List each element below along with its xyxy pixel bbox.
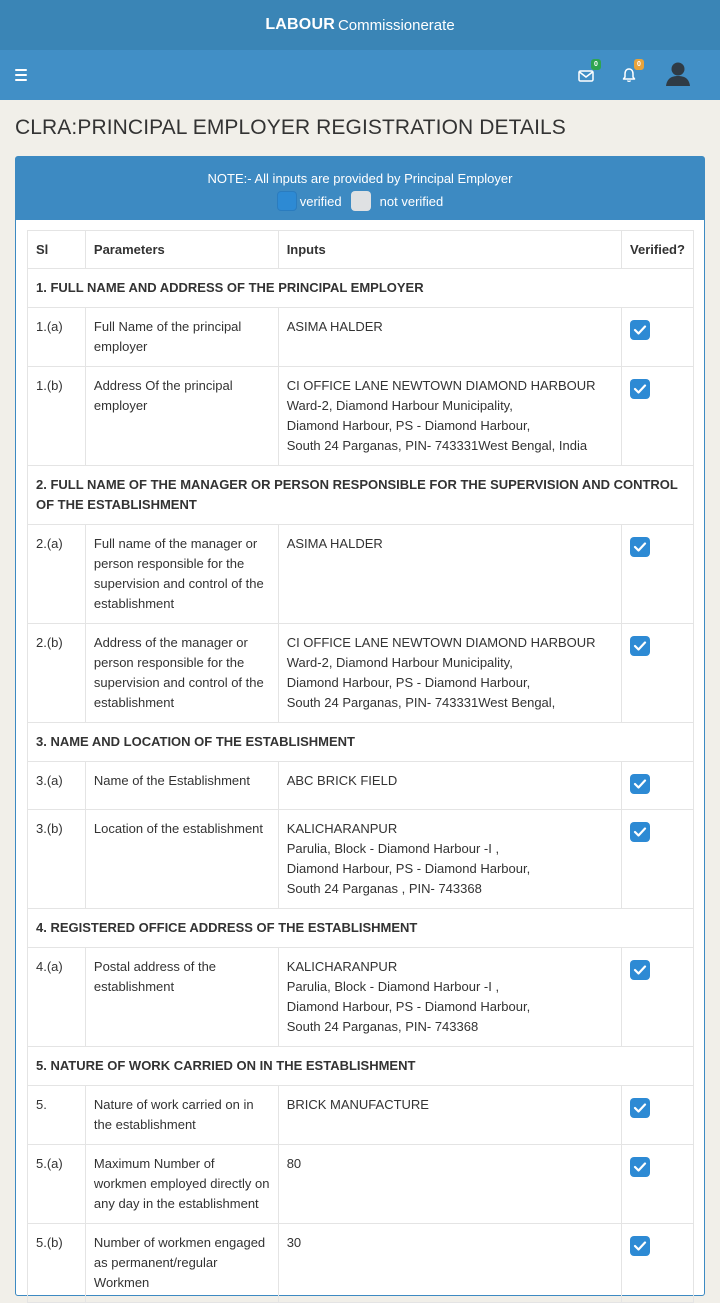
table-row bbox=[28, 367, 694, 466]
row-input bbox=[278, 1224, 621, 1303]
table-header-row bbox=[28, 231, 694, 269]
row-sl: 2.(b) bbox=[28, 624, 86, 723]
check-icon bbox=[633, 1102, 647, 1114]
check-icon bbox=[633, 383, 647, 395]
check-icon bbox=[633, 640, 647, 652]
header-sl: Sl bbox=[28, 231, 86, 269]
page-title: CLRA:PRINCIPAL EMPLOYER REGISTRATION DETAILS bbox=[15, 116, 566, 139]
input-line: ASIMA HALDER bbox=[286, 319, 383, 334]
mail-button[interactable] bbox=[576, 61, 598, 86]
verified-checkbox[interactable] bbox=[630, 1236, 650, 1256]
table-row bbox=[28, 1086, 694, 1145]
header-verified: Verified? bbox=[622, 231, 694, 269]
row-sl: 4.(a) bbox=[28, 948, 86, 1047]
brand-title-rest: Commissionerate bbox=[337, 16, 455, 34]
input-line: CI OFFICE LANE NEWTOWN DIAMOND HARBOUR bbox=[286, 378, 596, 393]
row-input bbox=[278, 367, 621, 466]
input-line: KALICHARANPUR bbox=[286, 821, 398, 836]
input-line: ABC BRICK FIELD bbox=[286, 773, 398, 788]
verified-checkbox[interactable] bbox=[630, 379, 650, 399]
input-line: Parulia, Block - Diamond Harbour -I , bbox=[286, 841, 500, 856]
table-row bbox=[28, 624, 694, 723]
row-verified bbox=[622, 308, 694, 367]
input-line: South 24 Parganas , PIN- 743368 bbox=[286, 881, 482, 896]
row-input bbox=[278, 762, 621, 810]
verified-checkbox[interactable] bbox=[630, 822, 650, 842]
section-row bbox=[28, 909, 694, 948]
input-line: South 24 Parganas, PIN- 743331West Bengal, bbox=[286, 695, 556, 710]
table-row bbox=[28, 948, 694, 1047]
user-avatar-icon[interactable] bbox=[664, 59, 692, 87]
not-verified-legend-box bbox=[351, 191, 371, 211]
row-input bbox=[278, 1086, 621, 1145]
input-line: Ward-2, Diamond Harbour Municipality, bbox=[286, 655, 513, 670]
row-sl: 3.(b) bbox=[28, 810, 86, 909]
check-icon bbox=[633, 1240, 647, 1252]
menu-icon[interactable] bbox=[15, 69, 27, 81]
row-parameter: Full Name of the principal employer bbox=[85, 308, 278, 367]
section-heading: 2. FULL NAME OF THE MANAGER OR PERSON RESPONSIBLE FOR THE SUPERVISION AND CONTROL OF THE ESTABLISHMENT bbox=[28, 466, 694, 525]
header-parameters: Parameters bbox=[85, 231, 278, 269]
check-icon bbox=[633, 964, 647, 976]
row-parameter: Address of the manager or person responsible for the supervision and control of the establishment bbox=[85, 624, 278, 723]
verified-checkbox[interactable] bbox=[630, 636, 650, 656]
row-sl: 1.(a) bbox=[28, 308, 86, 367]
verified-checkbox[interactable] bbox=[630, 960, 650, 980]
input-line: Diamond Harbour, PS - Diamond Harbour, bbox=[286, 418, 531, 433]
row-parameter: Location of the establishment bbox=[85, 810, 278, 909]
verified-checkbox[interactable] bbox=[630, 1098, 650, 1118]
row-input bbox=[278, 525, 621, 624]
row-input bbox=[278, 810, 621, 909]
row-verified bbox=[622, 810, 694, 909]
brand-title-strong: LABOUR bbox=[265, 16, 335, 33]
table-row bbox=[28, 1224, 694, 1303]
section-heading: 3. NAME AND LOCATION OF THE ESTABLISHMENT bbox=[28, 723, 694, 762]
table-row bbox=[28, 1145, 694, 1224]
row-parameter: Address Of the principal employer bbox=[85, 367, 278, 466]
row-parameter: Postal address of the establishment bbox=[85, 948, 278, 1047]
row-verified bbox=[622, 367, 694, 466]
verification-legend bbox=[16, 191, 704, 211]
registration-details-table bbox=[27, 230, 694, 1303]
section-heading: 5. NATURE OF WORK CARRIED ON IN THE ESTABLISHMENT bbox=[28, 1047, 694, 1086]
verified-checkbox[interactable] bbox=[630, 320, 650, 340]
section-row bbox=[28, 1047, 694, 1086]
row-verified bbox=[622, 1224, 694, 1303]
verified-legend-box bbox=[277, 191, 297, 211]
row-parameter: Number of workmen engaged as permanent/regular Workmen bbox=[85, 1224, 278, 1303]
row-sl: 3.(a) bbox=[28, 762, 86, 810]
input-line: 30 bbox=[286, 1235, 302, 1250]
section-row bbox=[28, 466, 694, 525]
input-line: CI OFFICE LANE NEWTOWN DIAMOND HARBOUR bbox=[286, 635, 596, 650]
row-input bbox=[278, 1145, 621, 1224]
verified-legend-label: verified bbox=[299, 193, 342, 209]
input-line: ASIMA HALDER bbox=[286, 536, 383, 551]
input-line: South 24 Parganas, PIN- 743331West Bengal, India bbox=[286, 438, 588, 453]
row-verified bbox=[622, 1086, 694, 1145]
nav-bar bbox=[0, 50, 720, 100]
check-icon bbox=[633, 826, 647, 838]
input-line: BRICK MANUFACTURE bbox=[286, 1097, 429, 1112]
row-input bbox=[278, 624, 621, 723]
mail-count-badge: 0 bbox=[591, 59, 601, 70]
verified-checkbox[interactable] bbox=[630, 774, 650, 794]
input-line: Diamond Harbour, PS - Diamond Harbour, bbox=[286, 675, 531, 690]
check-icon bbox=[633, 1161, 647, 1173]
row-parameter: Nature of work carried on in the establishment bbox=[85, 1086, 278, 1145]
row-sl: 5.(a) bbox=[28, 1145, 86, 1224]
row-parameter: Name of the Establishment bbox=[85, 762, 278, 810]
row-parameter: Maximum Number of workmen employed directly on any day in the establishment bbox=[85, 1145, 278, 1224]
section-heading: 1. FULL NAME AND ADDRESS OF THE PRINCIPAL EMPLOYER bbox=[28, 269, 694, 308]
note-header bbox=[16, 157, 704, 220]
row-verified bbox=[622, 762, 694, 810]
row-input bbox=[278, 948, 621, 1047]
details-panel bbox=[15, 156, 705, 1296]
header-inputs: Inputs bbox=[278, 231, 621, 269]
verified-checkbox[interactable] bbox=[630, 1157, 650, 1177]
table-row bbox=[28, 762, 694, 810]
row-sl: 5.(b) bbox=[28, 1224, 86, 1303]
check-icon bbox=[633, 324, 647, 336]
verified-checkbox[interactable] bbox=[630, 537, 650, 557]
check-icon bbox=[633, 541, 647, 553]
input-line: South 24 Parganas, PIN- 743368 bbox=[286, 1019, 479, 1034]
section-row bbox=[28, 723, 694, 762]
input-line: Diamond Harbour, PS - Diamond Harbour, bbox=[286, 861, 531, 876]
not-verified-legend-label: not verified bbox=[379, 193, 444, 209]
notifications-button[interactable] bbox=[619, 61, 641, 86]
input-line: 80 bbox=[286, 1156, 302, 1171]
input-line: Diamond Harbour, PS - Diamond Harbour, bbox=[286, 999, 531, 1014]
check-icon bbox=[633, 778, 647, 790]
row-sl: 5. bbox=[28, 1086, 86, 1145]
row-input bbox=[278, 308, 621, 367]
input-line: Parulia, Block - Diamond Harbour -I , bbox=[286, 979, 500, 994]
table-row bbox=[28, 308, 694, 367]
note-text: NOTE:- All inputs are provided by Principal Employer bbox=[207, 171, 513, 186]
table-row bbox=[28, 525, 694, 624]
notification-count-badge: 0 bbox=[634, 59, 644, 70]
row-verified bbox=[622, 525, 694, 624]
table-row bbox=[28, 810, 694, 909]
row-verified bbox=[622, 1145, 694, 1224]
row-verified bbox=[622, 624, 694, 723]
row-verified bbox=[622, 948, 694, 1047]
section-row bbox=[28, 269, 694, 308]
row-parameter: Full name of the manager or person responsible for the supervision and control of the establishment bbox=[85, 525, 278, 624]
input-line: Ward-2, Diamond Harbour Municipality, bbox=[286, 398, 513, 413]
row-sl: 2.(a) bbox=[28, 525, 86, 624]
section-heading: 4. REGISTERED OFFICE ADDRESS OF THE ESTABLISHMENT bbox=[28, 909, 694, 948]
row-sl: 1.(b) bbox=[28, 367, 86, 466]
app-header bbox=[0, 0, 720, 50]
input-line: KALICHARANPUR bbox=[286, 959, 398, 974]
